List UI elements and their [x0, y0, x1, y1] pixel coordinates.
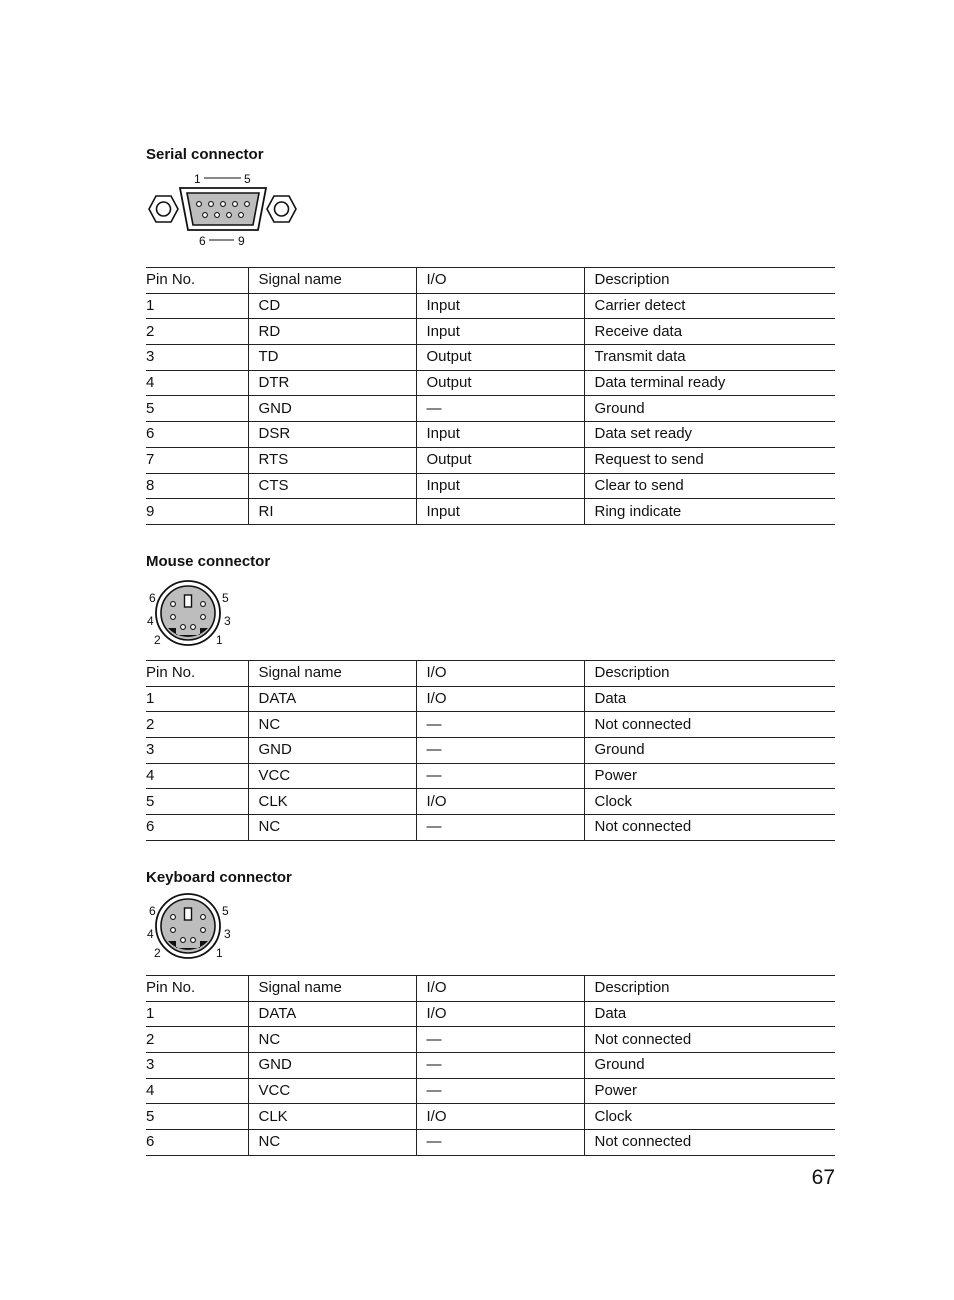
cell-description: Data: [584, 1001, 835, 1027]
table-row: [146, 499, 835, 525]
cell-signal: DATA: [248, 1001, 416, 1027]
minidin-face: [161, 586, 215, 640]
cell-pin: 6: [146, 422, 248, 448]
cell-signal: CD: [248, 293, 416, 319]
mouse-pin-table: [146, 660, 835, 841]
keyboard-pin-label-3: 3: [224, 927, 231, 941]
mouse-pin-label-1: 1: [216, 633, 223, 647]
cell-pin: 5: [146, 1104, 248, 1130]
cell-pin: 7: [146, 447, 248, 473]
minidin-key: [185, 595, 192, 607]
cell-pin: 3: [146, 1053, 248, 1079]
minidin-key: [185, 908, 192, 920]
serial-pin-table: [146, 267, 835, 525]
table-row: [146, 1078, 835, 1104]
cell-signal: NC: [248, 712, 416, 738]
cell-io: —: [416, 1027, 584, 1053]
header-signal: Signal name: [248, 976, 416, 1002]
cell-description: Data: [584, 686, 835, 712]
cell-pin: 5: [146, 396, 248, 422]
table-row: [146, 712, 835, 738]
table-row: [146, 1053, 835, 1079]
cell-signal: NC: [248, 1027, 416, 1053]
cell-signal: NC: [248, 815, 416, 841]
cell-signal: TD: [248, 345, 416, 371]
keyboard-pin-label-2: 2: [154, 946, 161, 960]
cell-description: Power: [584, 763, 835, 789]
cell-description: Receive data: [584, 319, 835, 345]
cell-description: Data terminal ready: [584, 370, 835, 396]
table-header-row: [146, 976, 835, 1002]
header-io: I/O: [416, 268, 584, 294]
table-row: [146, 686, 835, 712]
header-pin: Pin No.: [146, 976, 248, 1002]
table-row: [146, 345, 835, 371]
cell-signal: CLK: [248, 789, 416, 815]
cell-pin: 9: [146, 499, 248, 525]
table-row: [146, 763, 835, 789]
cell-io: I/O: [416, 789, 584, 815]
table-row: [146, 1130, 835, 1156]
cell-pin: 8: [146, 473, 248, 499]
table-row: [146, 1001, 835, 1027]
cell-io: Output: [416, 345, 584, 371]
cell-pin: 3: [146, 738, 248, 764]
cell-signal: NC: [248, 1130, 416, 1156]
header-signal: Signal name: [248, 661, 416, 687]
cell-io: I/O: [416, 1001, 584, 1027]
minidin-face: [161, 899, 215, 953]
cell-io: Input: [416, 473, 584, 499]
cell-pin: 6: [146, 1130, 248, 1156]
keyboard-connector-diagram: [146, 890, 246, 964]
cell-pin: 6: [146, 815, 248, 841]
cell-pin: 1: [146, 686, 248, 712]
table-row: [146, 396, 835, 422]
cell-pin: 1: [146, 293, 248, 319]
cell-io: Output: [416, 447, 584, 473]
header-io: I/O: [416, 661, 584, 687]
cell-description: Transmit data: [584, 345, 835, 371]
cell-io: Input: [416, 499, 584, 525]
cell-signal: DATA: [248, 686, 416, 712]
cell-signal: GND: [248, 1053, 416, 1079]
keyboard-pin-label-6: 6: [149, 904, 156, 918]
mouse-pin-label-5: 5: [222, 591, 229, 605]
cell-io: —: [416, 712, 584, 738]
mouse-connector-title: Mouse connector: [146, 553, 271, 570]
table-row: [146, 815, 835, 841]
header-description: Description: [584, 976, 835, 1002]
cell-description: Carrier detect: [584, 293, 835, 319]
cell-io: —: [416, 763, 584, 789]
serial-pin-label-9: 9: [238, 234, 245, 248]
cell-io: —: [416, 396, 584, 422]
table-row: [146, 370, 835, 396]
cell-io: I/O: [416, 686, 584, 712]
cell-pin: 5: [146, 789, 248, 815]
cell-pin: 1: [146, 1001, 248, 1027]
cell-description: Not connected: [584, 1027, 835, 1053]
table-row: [146, 473, 835, 499]
cell-description: Ground: [584, 396, 835, 422]
cell-io: —: [416, 1053, 584, 1079]
cell-io: —: [416, 738, 584, 764]
mouse-pin-label-4: 4: [147, 614, 154, 628]
cell-io: Input: [416, 319, 584, 345]
keyboard-pin-table: [146, 975, 835, 1156]
cell-description: Not connected: [584, 1130, 835, 1156]
serial-connector-diagram: [146, 168, 306, 252]
table-header-row: [146, 661, 835, 687]
table-header-row: [146, 268, 835, 294]
header-io: I/O: [416, 976, 584, 1002]
cell-signal: RI: [248, 499, 416, 525]
cell-description: Not connected: [584, 712, 835, 738]
cell-description: Ring indicate: [584, 499, 835, 525]
cell-io: Input: [416, 422, 584, 448]
table-row: [146, 319, 835, 345]
cell-io: —: [416, 1078, 584, 1104]
cell-description: Power: [584, 1078, 835, 1104]
page-number: 67: [811, 1166, 835, 1189]
table-row: [146, 1104, 835, 1130]
keyboard-pin-label-1: 1: [216, 946, 223, 960]
cell-signal: RTS: [248, 447, 416, 473]
cell-pin: 4: [146, 370, 248, 396]
cell-signal: RD: [248, 319, 416, 345]
serial-connector-title: Serial connector: [146, 146, 264, 163]
cell-signal: VCC: [248, 1078, 416, 1104]
cell-signal: CLK: [248, 1104, 416, 1130]
cell-io: Input: [416, 293, 584, 319]
table-row: [146, 293, 835, 319]
cell-signal: VCC: [248, 763, 416, 789]
table-row: [146, 1027, 835, 1053]
cell-pin: 3: [146, 345, 248, 371]
cell-description: Request to send: [584, 447, 835, 473]
cell-description: Clear to send: [584, 473, 835, 499]
header-pin: Pin No.: [146, 268, 248, 294]
cell-signal: GND: [248, 738, 416, 764]
cell-io: Output: [416, 370, 584, 396]
cell-description: Ground: [584, 738, 835, 764]
cell-description: Ground: [584, 1053, 835, 1079]
cell-signal: DSR: [248, 422, 416, 448]
cell-pin: 4: [146, 1078, 248, 1104]
table-row: [146, 738, 835, 764]
cell-signal: GND: [248, 396, 416, 422]
keyboard-pin-label-4: 4: [147, 927, 154, 941]
serial-pin-label-5: 5: [244, 172, 251, 186]
header-pin: Pin No.: [146, 661, 248, 687]
cell-pin: 2: [146, 1027, 248, 1053]
keyboard-connector-title: Keyboard connector: [146, 869, 292, 886]
table-row: [146, 447, 835, 473]
header-description: Description: [584, 661, 835, 687]
keyboard-pin-label-5: 5: [222, 904, 229, 918]
mouse-pin-label-6: 6: [149, 591, 156, 605]
cell-signal: CTS: [248, 473, 416, 499]
cell-description: Data set ready: [584, 422, 835, 448]
serial-pin-label-1: 1: [194, 172, 201, 186]
cell-pin: 2: [146, 319, 248, 345]
cell-description: Clock: [584, 1104, 835, 1130]
cell-io: —: [416, 1130, 584, 1156]
mouse-connector-diagram: [146, 577, 246, 651]
cell-io: I/O: [416, 1104, 584, 1130]
serial-pin-label-6: 6: [199, 234, 206, 248]
cell-description: Clock: [584, 789, 835, 815]
mouse-pin-label-3: 3: [224, 614, 231, 628]
table-row: [146, 789, 835, 815]
mouse-pin-label-2: 2: [154, 633, 161, 647]
cell-signal: DTR: [248, 370, 416, 396]
cell-pin: 4: [146, 763, 248, 789]
header-signal: Signal name: [248, 268, 416, 294]
table-row: [146, 422, 835, 448]
cell-description: Not connected: [584, 815, 835, 841]
cell-io: —: [416, 815, 584, 841]
header-description: Description: [584, 268, 835, 294]
cell-pin: 2: [146, 712, 248, 738]
